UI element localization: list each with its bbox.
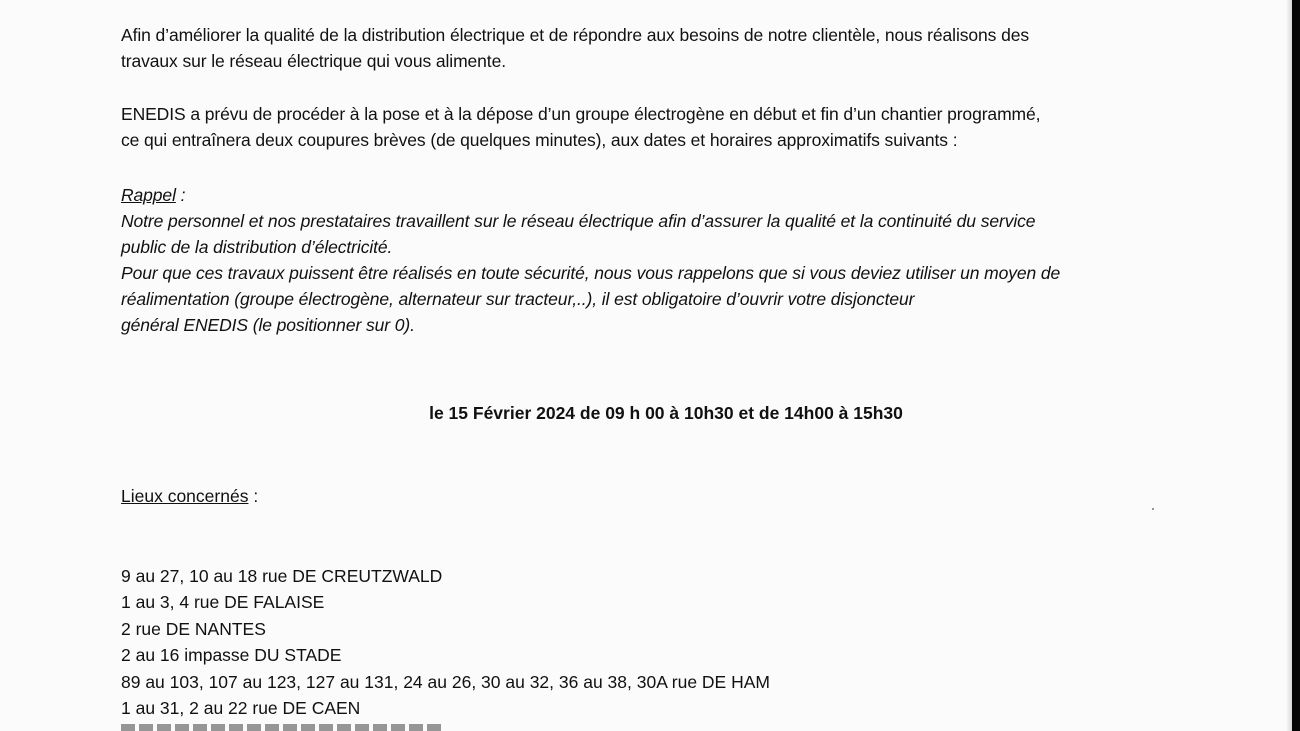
enedis-paragraph [121,101,1231,153]
location-item: 2 au 16 impasse DU STADE [121,645,342,666]
lieux-heading [121,483,258,509]
lieux-colon: : [248,486,259,506]
locations-list [121,563,770,721]
rappel-colon: : [175,185,186,205]
enedis-line: ENEDIS a prévu de procéder à la pose et à la dépose d’un groupe électrogène en début et fin d’un chantier programmé, [121,104,1041,124]
rappel-line: public de la distribution d’électricité. [121,237,393,257]
location-item: 2 rue DE NANTES [121,618,266,639]
location-item: 1 au 31, 2 au 22 rue DE CAEN [121,698,361,719]
intro-line: travaux sur le réseau électrique qui vous alimente. [121,51,506,71]
rappel-line: Pour que ces travaux puissent être réalisés en toute sécurité, nous vous rappelons que si vous deviez utiliser un moyen de [121,263,1061,283]
intro-line: Afin d’améliorer la qualité de la distribution électrique et de répondre aux besoins de notre clientèle, nous réalisons des [121,25,1029,45]
location-item: 89 au 103, 107 au 123, 127 au 131, 24 au 26, 30 au 32, 36 au 38, 30A rue DE HAM [121,671,770,692]
rappel-title: Rappel [121,185,176,205]
scan-speck [1152,508,1154,510]
intro-paragraph [121,22,1231,74]
enedis-line: ce qui entraînera deux coupures brèves (de quelques minutes), aux dates et horaires approximatifs suivants : [121,130,958,150]
lieux-title: Lieux concernés [121,486,249,506]
outage-date-line: le 15 Février 2024 de 09 h 00 à 10h30 et de 14h00 à 15h30 [429,403,903,423]
rappel-heading [121,182,1231,208]
rappel-line: réalimentation (groupe électrogène, alternateur sur tracteur,..), il est obligatoire d’ouvrir votre disjoncteur [121,289,915,309]
rappel-section [121,182,1231,338]
location-item: 9 au 27, 10 au 18 rue DE CREUTZWALD [121,566,443,586]
cutoff-text-line [121,724,441,731]
rappel-line: Notre personnel et nos prestataires travaillent sur le réseau électrique afin d’assurer la qualité et la continuité du service [121,211,1036,231]
rappel-line: général ENEDIS (le positionner sur 0). [121,315,415,335]
location-item: 1 au 3, 4 rue DE FALAISE [121,592,325,613]
page-edge-shadow [1286,0,1300,731]
